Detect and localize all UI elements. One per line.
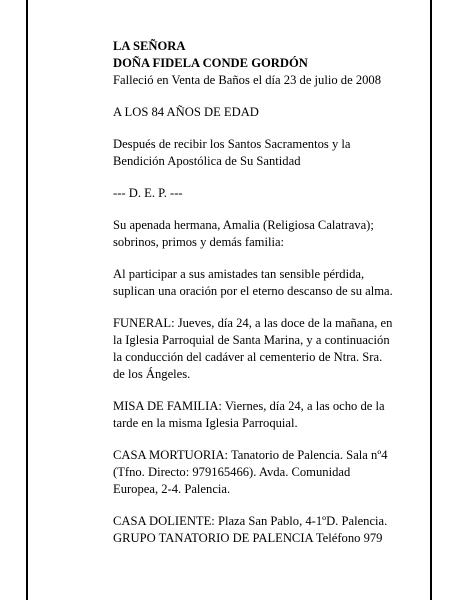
family-line: sobrinos, primos y demás familia:	[113, 235, 285, 249]
funeral-line: de los Ángeles.	[113, 367, 191, 381]
request-line: suplican una oración por el eterno descanso de su alma.	[113, 284, 393, 298]
funeral-line: la Iglesia Parroquial de Santa Marina, y a continuación	[113, 333, 390, 347]
funeral-line: FUNERAL: Jueves, día 24, a las doce de la mañana, en	[113, 316, 393, 330]
age-line: A LOS 84 AÑOS DE EDAD	[113, 105, 259, 119]
mortuoria-line: CASA MORTUORIA: Tanatorio de Palencia. Sala nº4	[113, 448, 388, 462]
request-paragraph	[113, 266, 425, 300]
death-line: Falleció en Venta de Baños el día 23 de julio de 2008	[113, 73, 382, 87]
heading-line-1: LA SEÑORA	[113, 39, 186, 53]
left-border-rule	[26, 0, 28, 600]
dep-line: --- D. E. P. ---	[113, 186, 183, 200]
request-line: Al participar a sus amistades tan sensible pérdida,	[113, 267, 365, 281]
family-paragraph	[113, 217, 425, 251]
funeral-paragraph	[113, 315, 425, 383]
obituary-text	[113, 38, 425, 547]
family-line: Su apenada hermana, Amalia (Religiosa Calatrava);	[113, 218, 374, 232]
deceased-name: DOÑA FIDELA CONDE GORDÓN	[113, 56, 308, 70]
mortuoria-line: Europea, 2-4. Palencia.	[113, 482, 231, 496]
mortuoria-paragraph	[113, 447, 425, 498]
doliente-line: CASA DOLIENTE: Plaza San Pablo, 4-1ºD. Palencia.	[113, 514, 388, 528]
sacraments-line: Después de recibir los Santos Sacramentos y la	[113, 137, 351, 151]
misa-line: tarde en la misma Iglesia Parroquial.	[113, 416, 298, 430]
sacraments-paragraph	[113, 136, 425, 170]
misa-paragraph	[113, 398, 425, 432]
misa-line: MISA DE FAMILIA: Viernes, día 24, a las ocho de la	[113, 399, 385, 413]
mortuoria-line: (Tfno. Directo: 979165466). Avda. Comunidad	[113, 465, 351, 479]
right-border-rule	[430, 0, 432, 600]
grupo-line: GRUPO TANATORIO DE PALENCIA Teléfono 979	[113, 531, 383, 545]
funeral-line: la conducción del cadáver al cementerio de Ntra. Sra.	[113, 350, 383, 364]
sacraments-line: Bendición Apostólica de Su Santidad	[113, 154, 301, 168]
